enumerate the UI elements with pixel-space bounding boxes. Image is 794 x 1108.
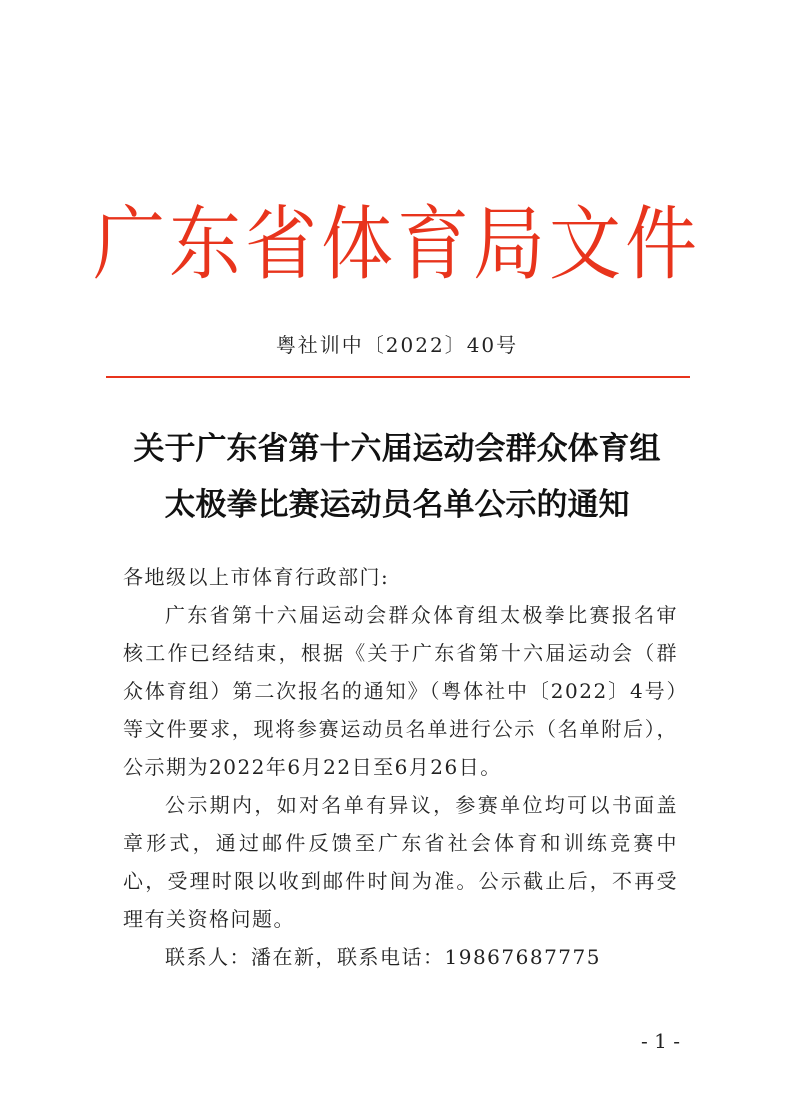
document-title (0, 421, 794, 533)
document-number: 粤社训中〔2022〕40号 (275, 333, 519, 357)
document-masthead: 广东省体育局文件 (92, 196, 701, 292)
title-line-1: 关于广东省第十六届运动会群众体育组 (133, 431, 661, 467)
body-paragraph-1: 广东省第十六届运动会群众体育组太极拳比赛报名审核工作已经结束，根据《关于广东省第十六届运动会（群众体育组）第二次报名的通知》（粤体社中〔2022〕4号）等文件要求，现将参赛运动员名单进行公示（名单附后），公示期为2022年6月22日至6月26日。 (123, 603, 678, 779)
contact-line: 联系人：潘在新，联系电话：19867687775 (165, 945, 601, 969)
title-line-2: 太极拳比赛运动员名单公示的通知 (164, 487, 630, 523)
red-divider-line (106, 376, 690, 378)
page-number: - 1 - (641, 1029, 680, 1053)
body-paragraph-2: 公示期内，如对名单有异议，参赛单位均可以书面盖章形式，通过邮件反馈至广东省社会体育和训练竞赛中心，受理时限以收到邮件时间为准。公示截止后，不再受理有关资格问题。 (123, 793, 678, 931)
salutation: 各地级以上市体育行政部门: (123, 565, 390, 589)
document-body (123, 558, 678, 976)
